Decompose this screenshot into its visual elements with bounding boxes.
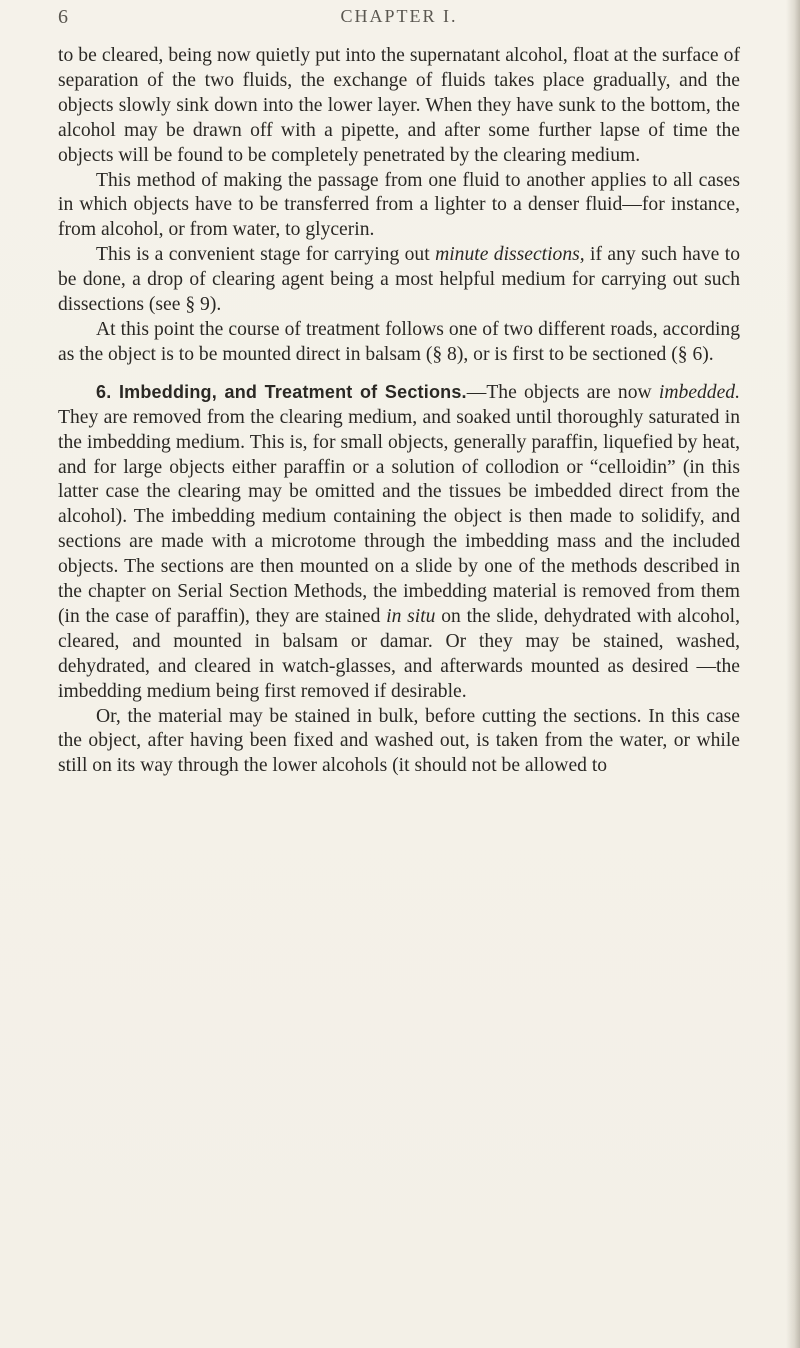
section-6-italic-imbedded: imbedded. — [658, 381, 740, 403]
page-edge-shadow — [786, 0, 800, 1348]
page-number: 6 — [58, 6, 69, 28]
paragraph-continuation: to be cleared, being now quietly put into the supernatant alcohol, float at the surface of separation of the two fluids, the exchange of fluids takes place gradually, and the objects slowly sink down into the lower layer. When they have sunk to the bottom, the alcohol may be drawn off with a pipette, and after some further lapse of time the objects will be found to be completely penetrated by the clearing medium. — [58, 45, 740, 166]
section-6-heading: 6. Imbedding, and Treatment of Sections. — [96, 381, 467, 402]
running-head: CHAPTER I. — [340, 6, 458, 26]
body-text — [58, 44, 740, 779]
section-6-text-a: —The objects are now — [466, 381, 659, 403]
dissections-text-b: if any such have to be done, a drop of clearing agent being a most helpful medium for carrying out such dissections (see § 9). — [58, 244, 740, 316]
section-gap — [58, 368, 740, 380]
paragraph-method: This method of making the passage from one fluid to another applies to all cases in which objects have to be transferred from a lighter to a denser fluid—for instance, from alcohol, or from water, to glycerin. — [58, 169, 740, 241]
dissections-text-a: This is a convenient stage for carrying out — [96, 244, 436, 266]
section-6-text-b: They are removed from the clearing medium, and soaked until thoroughly saturated in the imbedding medium. This is, for small objects, generally paraffin, liquefied by heat, and for large objects either paraffin or a solution of collodion or “celloidin” (in this latter case the clearing may be omitted and the tissues be imbedded direct from the alcohol). The imbedding medium containing the object is then made to solidify, and sections are made with a microtome through the imbedding mass and the included objects. The sections are then mounted on a slide by one of the methods described in the chapter on Serial Section Methods, the imbedding material is removed from them (in the case of paraffin), they are stained — [58, 406, 740, 627]
paragraph-course: At this point the course of treatment follows one of two different roads, according as the object is to be mounted direct in balsam (§ 8), or is first to be sectioned (§ 6). — [58, 318, 740, 365]
paragraph-bulk-staining: Or, the material may be stained in bulk, before cutting the sections. In this case the object, after having been fixed and washed out, is taken from the water, or while still on its way through the lower alcohols (it should not be allowed to — [58, 705, 740, 777]
section-6-paragraph — [58, 380, 740, 705]
paragraph-dissections — [58, 243, 740, 318]
section-6-text-c: on the slide, dehydrated with alcohol, cleared, and mounted in balsam or damar. Or they may be stained, washed, dehydrated, and cleared in watch-glasses, and afterwards mounted as desired —the imbedding medium being first removed if desirable. — [58, 605, 741, 702]
dissections-italic: minute dissections, — [435, 244, 585, 266]
section-6-italic-in-situ: in situ — [386, 605, 436, 627]
page-header — [58, 6, 740, 38]
